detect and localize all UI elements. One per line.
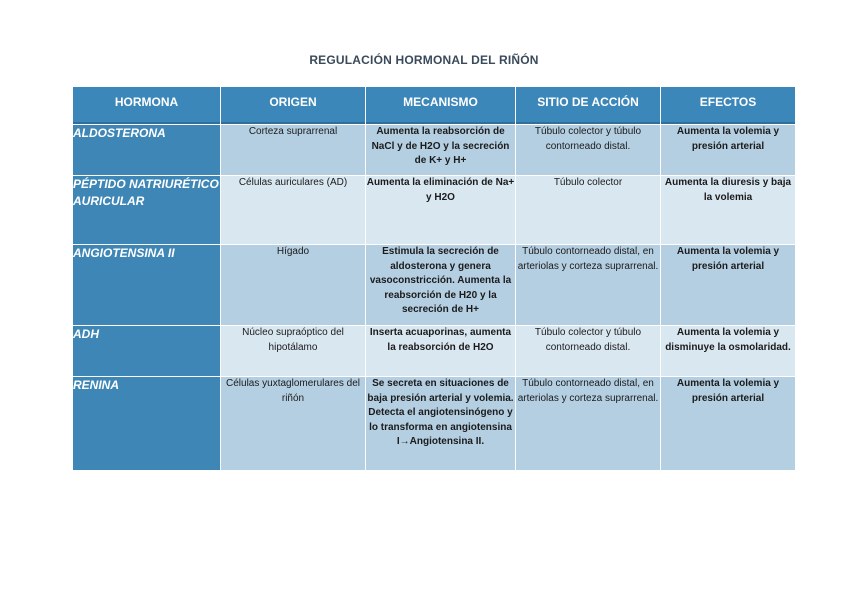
- table-header-row: [73, 87, 796, 125]
- site-cell: Túbulo colector y túbulo contorneado distal.: [516, 125, 661, 176]
- effects-cell: Aumenta la volemia y presión arterial: [661, 377, 796, 471]
- origin-cell: Núcleo supraóptico del hipotálamo: [221, 326, 366, 377]
- hormone-name: ADH: [73, 326, 221, 377]
- effects-cell: Aumenta la volemia y disminuye la osmolaridad.: [661, 326, 796, 377]
- hormone-name: PÉPTIDO NATRIURÉTICO AURICULAR: [73, 176, 221, 245]
- header-origen: ORIGEN: [221, 87, 366, 125]
- effects-cell: Aumenta la volemia y presión arterial: [661, 245, 796, 326]
- hormone-name: ANGIOTENSINA II: [73, 245, 221, 326]
- site-cell: Túbulo contorneado distal, en arteriolas y corteza suprarrenal.: [516, 245, 661, 326]
- effects-cell: Aumenta la diuresis y baja la volemia: [661, 176, 796, 245]
- mechanism-cell: Inserta acuaporinas, aumenta la reabsorción de H2O: [366, 326, 516, 377]
- origin-cell: Células auriculares (AD): [221, 176, 366, 245]
- header-mecanismo: MECANISMO: [366, 87, 516, 125]
- table-row: [73, 245, 796, 326]
- mechanism-cell: Se secreta en situaciones de baja presión arterial y volemia. Detecta el angiotensinógeno y lo transforma en angiotensina I→Angiotensina II.: [366, 377, 516, 471]
- header-hormona: HORMONA: [73, 87, 221, 125]
- table-row: [73, 125, 796, 176]
- table-row: [73, 176, 796, 245]
- effects-cell: Aumenta la volemia y presión arterial: [661, 125, 796, 176]
- origin-cell: Hígado: [221, 245, 366, 326]
- page-title: REGULACIÓN HORMONAL DEL RIÑÓN: [309, 53, 539, 67]
- hormone-name: RENINA: [73, 377, 221, 471]
- site-cell: Túbulo colector y túbulo contorneado distal.: [516, 326, 661, 377]
- mechanism-cell: Estimula la secreción de aldosterona y genera vasoconstricción. Aumenta la reabsorción de H20 y la secreción de H+: [366, 245, 516, 326]
- table-row: [73, 326, 796, 377]
- hormone-name: ALDOSTERONA: [73, 125, 221, 176]
- origin-cell: Células yuxtaglomerulares del riñón: [221, 377, 366, 471]
- site-cell: Túbulo contorneado distal, en arteriolas y corteza suprarrenal.: [516, 377, 661, 471]
- header-sitio: SITIO DE ACCIÓN: [516, 87, 661, 125]
- header-efectos: EFECTOS: [661, 87, 796, 125]
- mechanism-cell: Aumenta la reabsorción de NaCl y de H2O y la secreción de K+ y H+: [366, 125, 516, 176]
- site-cell: Túbulo colector: [516, 176, 661, 245]
- origin-cell: Corteza suprarrenal: [221, 125, 366, 176]
- hormone-table: [72, 86, 796, 471]
- mechanism-cell: Aumenta la eliminación de Na+ y H2O: [366, 176, 516, 245]
- table-row: [73, 377, 796, 471]
